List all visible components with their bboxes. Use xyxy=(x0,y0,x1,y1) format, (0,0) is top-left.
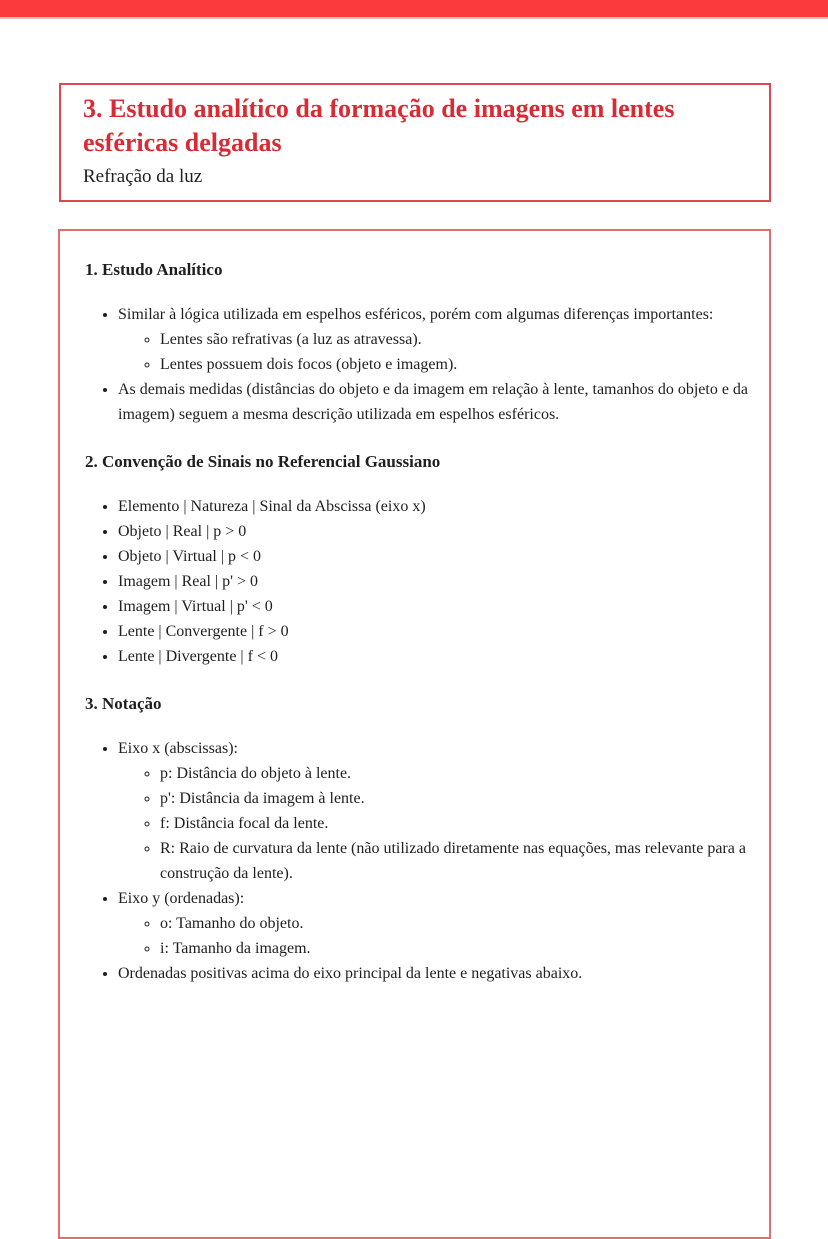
list-item: • Lente | Divergente | f < 0 xyxy=(118,644,749,669)
section-heading: 3. Notação xyxy=(85,694,162,713)
top-accent-bar xyxy=(0,0,828,19)
list-item: • Eixo x (abscissas): ◦ p: Distância do objeto à lente. ◦ p': Distância da imagem à lente. ◦ f: Distância focal da lente. ◦ R: Raio de curvatura da lente (não utilizado diretamente nas equações, mas relevante para a construção da lente). xyxy=(118,736,749,886)
bullet-list xyxy=(85,736,749,986)
list-item: • Objeto | Real | p > 0 xyxy=(118,519,749,544)
page-title: 3. Estudo analítico da formação de imagens em lentes esféricas delgadas xyxy=(83,94,675,157)
sub-list-item: ◦ f: Distância focal da lente. xyxy=(160,811,749,836)
sub-bullet-list xyxy=(118,911,749,961)
sub-list-item: ◦ R: Raio de curvatura da lente (não utilizado diretamente nas equações, mas relevante para a construção da lente). xyxy=(160,836,749,886)
list-item: • Ordenadas positivas acima do eixo principal da lente e negativas abaixo. xyxy=(118,961,749,986)
content-sections xyxy=(85,257,749,986)
title-card xyxy=(59,83,771,202)
sub-bullet-list xyxy=(118,761,749,886)
sub-bullet-list xyxy=(118,327,749,377)
sub-list-item: ◦ Lentes são refrativas (a luz as atravessa). xyxy=(160,327,749,352)
list-item: • Eixo y (ordenadas): ◦ o: Tamanho do objeto. ◦ i: Tamanho da imagem. xyxy=(118,886,749,961)
bullet-list xyxy=(85,494,749,669)
list-item: • Objeto | Virtual | p < 0 xyxy=(118,544,749,569)
section-heading: 2. Convenção de Sinais no Referencial Gaussiano xyxy=(85,452,441,471)
content-card xyxy=(58,229,771,1239)
list-item: • Imagem | Real | p' > 0 xyxy=(118,569,749,594)
list-item: • Imagem | Virtual | p' < 0 xyxy=(118,594,749,619)
sub-list-item: ◦ p: Distância do objeto à lente. xyxy=(160,761,749,786)
list-item: • Similar à lógica utilizada em espelhos esféricos, porém com algumas diferenças importantes: ◦ Lentes são refrativas (a luz as atravessa). ◦ Lentes possuem dois focos (objeto e imagem). xyxy=(118,302,749,377)
page-subtitle: Refração da luz xyxy=(83,166,203,187)
sub-list-item: ◦ Lentes possuem dois focos (objeto e imagem). xyxy=(160,352,749,377)
section-heading: 1. Estudo Analítico xyxy=(85,260,223,279)
bullet-list xyxy=(85,302,749,427)
sub-list-item: ◦ i: Tamanho da imagem. xyxy=(160,936,749,961)
sub-list-item: ◦ p': Distância da imagem à lente. xyxy=(160,786,749,811)
sub-list-item: ◦ o: Tamanho do objeto. xyxy=(160,911,749,936)
list-item: • As demais medidas (distâncias do objeto e da imagem em relação à lente, tamanhos do objeto e da imagem) seguem a mesma descrição utilizada em espelhos esféricos. xyxy=(118,377,749,427)
list-item: • Lente | Convergente | f > 0 xyxy=(118,619,749,644)
list-item: • Elemento | Natureza | Sinal da Abscissa (eixo x) xyxy=(118,494,749,519)
